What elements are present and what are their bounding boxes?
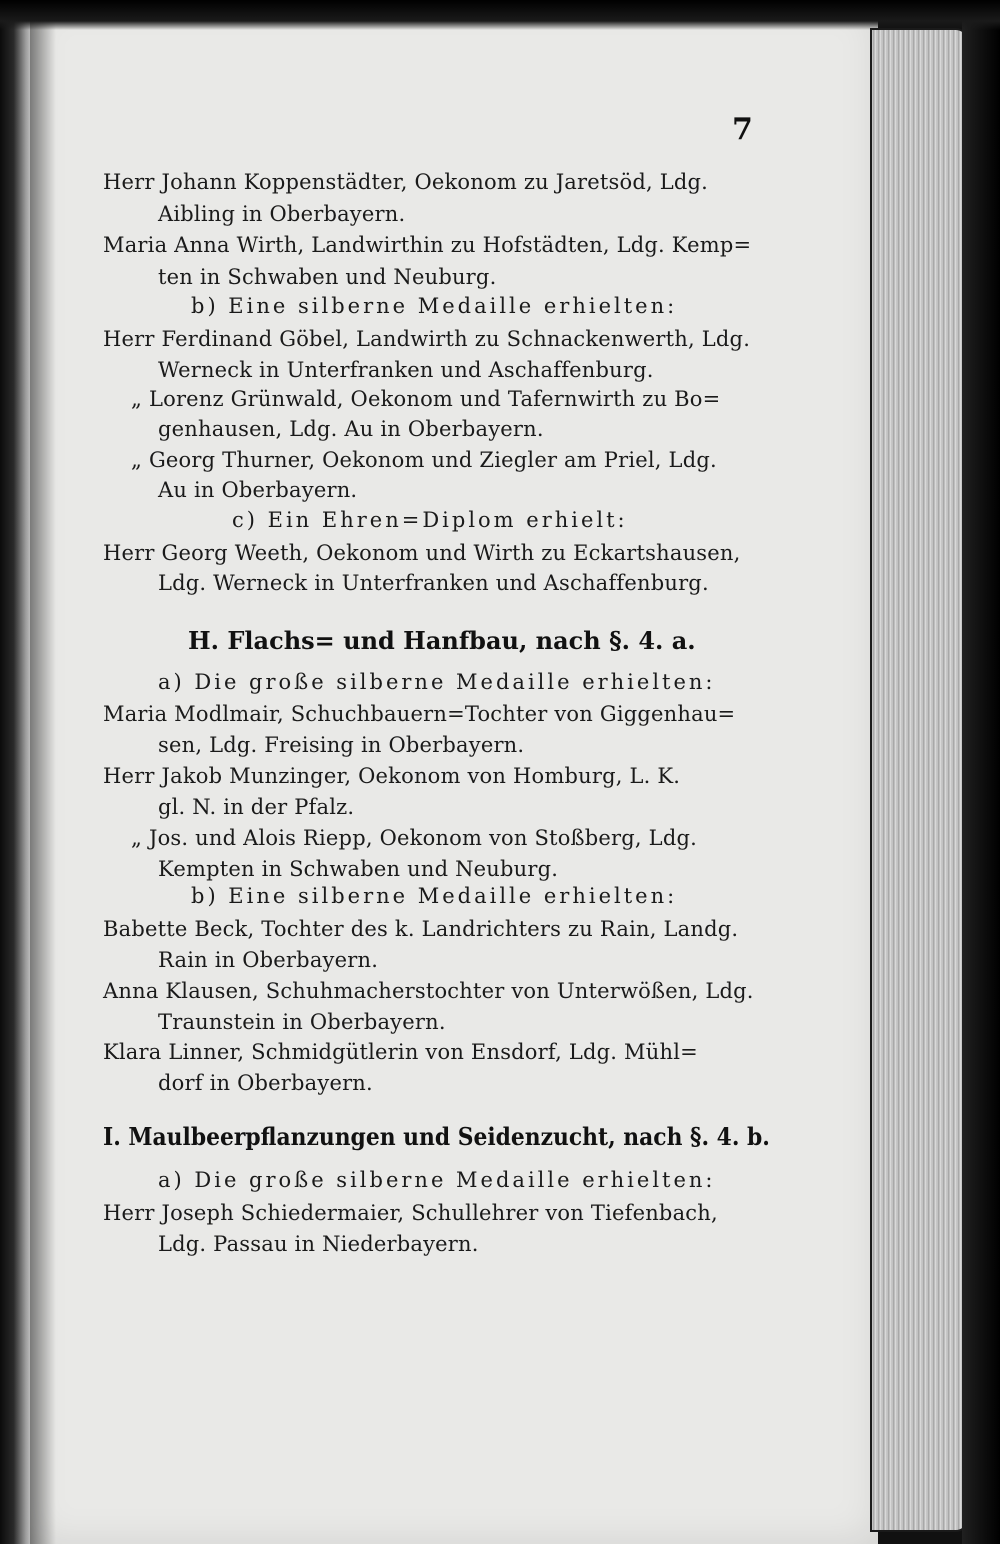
- section-heading-h: H. Flachs= und Hanfbau, nach §. 4. a.: [188, 626, 696, 655]
- text-line: Maria Modlmair, Schuchbauern=Tochter von Giggenhau=: [103, 702, 736, 726]
- text-line: Au in Oberbayern.: [158, 478, 358, 502]
- subsection-heading: b) Eine silberne Medaille erhielten:: [191, 294, 678, 318]
- text-line: „ Georg Thurner, Oekonom und Ziegler am Priel, Ldg.: [131, 448, 717, 472]
- text-line: Maria Anna Wirth, Landwirthin zu Hofstädten, Ldg. Kemp=: [103, 233, 752, 257]
- text-line: Herr Georg Weeth, Oekonom und Wirth zu Eckartshausen,: [103, 541, 741, 565]
- text-line: Herr Johann Koppenstädter, Oekonom zu Jaretsöd, Ldg.: [103, 170, 709, 194]
- text-line: „ Jos. und Alois Riepp, Oekonom von Stoßberg, Ldg.: [131, 826, 697, 850]
- text-line: Klara Linner, Schmidgütlerin von Ensdorf, Ldg. Mühl=: [103, 1040, 698, 1064]
- page-block-edge: [872, 30, 966, 1530]
- text-line: Ldg. Passau in Niederbayern.: [158, 1232, 479, 1256]
- section-heading-i: I. Maulbeerpflanzungen und Seidenzucht, nach §. 4. b.: [103, 1122, 770, 1151]
- text-line: Herr Jakob Munzinger, Oekonom von Homburg, L. K.: [103, 764, 681, 788]
- text-line: Traunstein in Oberbayern.: [158, 1010, 446, 1034]
- text-line: Aibling in Oberbayern.: [158, 202, 406, 226]
- text-line: ten in Schwaben und Neuburg.: [158, 265, 497, 289]
- subsection-heading: a) Die große silberne Medaille erhielten:: [158, 1168, 716, 1192]
- text-line: „ Lorenz Grünwald, Oekonom und Tafernwirth zu Bo=: [131, 387, 721, 411]
- text-line: Ldg. Werneck in Unterfranken und Aschaffenburg.: [158, 571, 709, 595]
- background-right: [962, 0, 1000, 1544]
- background-top: [0, 0, 1000, 30]
- text-line: Rain in Oberbayern.: [158, 948, 379, 972]
- text-line: Werneck in Unterfranken und Aschaffenburg.: [158, 358, 654, 382]
- subsection-heading: c) Ein Ehren=Diplom erhielt:: [232, 508, 628, 532]
- subsection-heading: b) Eine silberne Medaille erhielten:: [191, 884, 678, 908]
- text-line: Kempten in Schwaben und Neuburg.: [158, 857, 559, 881]
- text-line: dorf in Oberbayern.: [158, 1071, 373, 1095]
- page-number: 7: [732, 112, 753, 147]
- spine-shadow: [30, 0, 56, 1544]
- text-line: gl. N. in der Pfalz.: [158, 795, 355, 819]
- text-line: Herr Ferdinand Göbel, Landwirth zu Schnackenwerth, Ldg.: [103, 327, 751, 351]
- text-line: Babette Beck, Tochter des k. Landrichters zu Rain, Landg.: [103, 917, 739, 941]
- subsection-heading: a) Die große silberne Medaille erhielten:: [158, 670, 716, 694]
- text-line: Anna Klausen, Schuhmacherstochter von Unterwößen, Ldg.: [103, 979, 754, 1003]
- facing-page-edge: [0, 0, 34, 1544]
- text-line: genhausen, Ldg. Au in Oberbayern.: [158, 417, 544, 441]
- text-line: sen, Ldg. Freising in Oberbayern.: [158, 733, 525, 757]
- text-line: Herr Joseph Schiedermaier, Schullehrer von Tiefenbach,: [103, 1201, 718, 1225]
